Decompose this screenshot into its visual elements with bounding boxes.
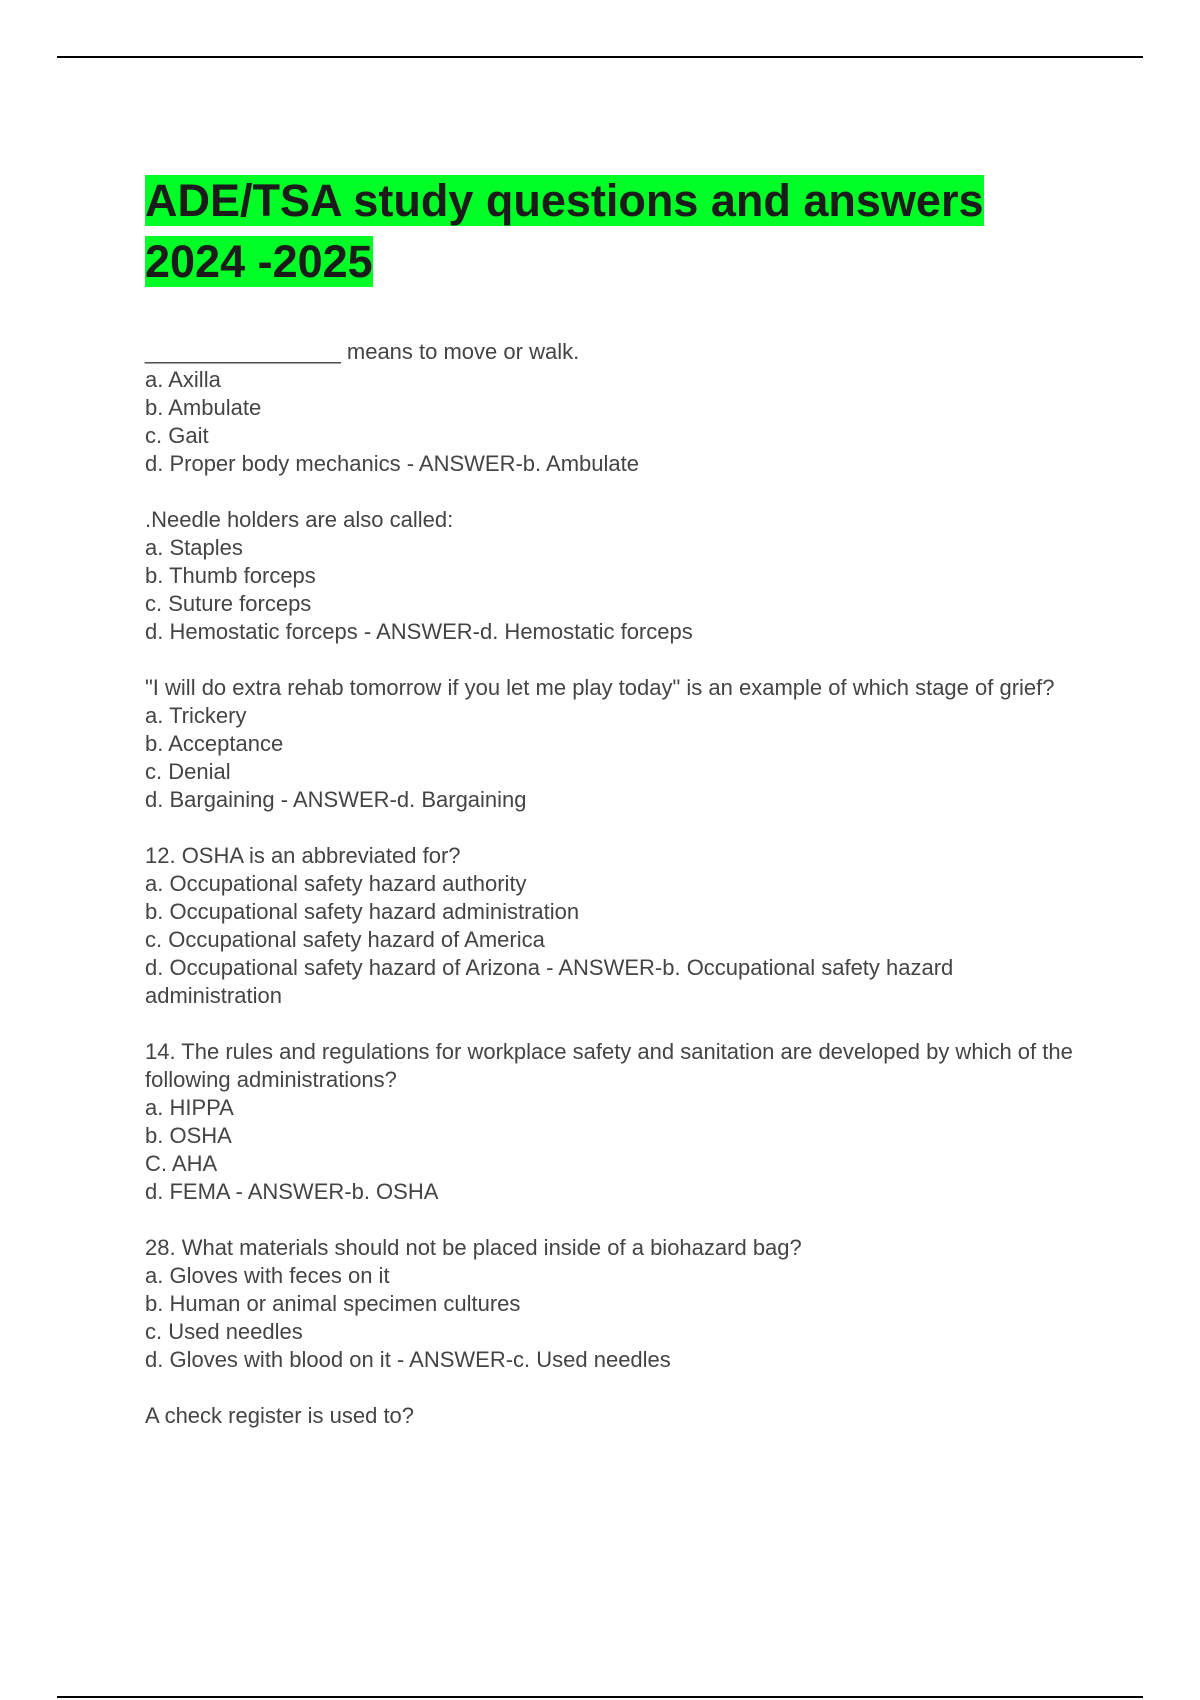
title-highlight: ADE/TSA study questions and answers 2024 -2025 [145, 175, 984, 287]
question-text: 12. OSHA is an abbreviated for? [145, 843, 461, 868]
answer-option: b. Acceptance [145, 731, 284, 756]
answer-option: d. Bargaining - ANSWER-d. Bargaining [145, 787, 527, 812]
answer-option: b. Human or animal specimen cultures [145, 1291, 521, 1316]
answer-option: c. Used needles [145, 1319, 303, 1344]
document-title [145, 170, 1090, 292]
answer-option: a. HIPPA [145, 1095, 234, 1120]
answer-option: d. Hemostatic forceps - ANSWER-d. Hemostatic forceps [145, 619, 693, 644]
question-text: "I will do extra rehab tomorrow if you let me play today" is an example of which stage of grief? [145, 675, 1055, 700]
answer-option: a. Staples [145, 535, 243, 560]
footer-rule [57, 1696, 1143, 1698]
answer-option: b. Ambulate [145, 395, 262, 420]
question-block [145, 1234, 1090, 1374]
answer-option: d. Gloves with blood on it - ANSWER-c. Used needles [145, 1347, 671, 1372]
answer-option: a. Trickery [145, 703, 247, 728]
question-text: ________________ means to move or walk. [145, 339, 580, 364]
answer-option: C. AHA [145, 1151, 218, 1176]
document-body [145, 170, 1090, 1458]
answer-option: b. Occupational safety hazard administration [145, 899, 580, 924]
answer-option: b. Thumb forceps [145, 563, 316, 588]
answer-option: c. Occupational safety hazard of America [145, 927, 545, 952]
answer-option: d. FEMA - ANSWER-b. OSHA [145, 1179, 439, 1204]
question-block [145, 338, 1090, 478]
answer-option: d. Proper body mechanics - ANSWER-b. Ambulate [145, 451, 639, 476]
question-block [145, 1038, 1090, 1206]
answer-option: c. Denial [145, 759, 231, 784]
answer-option: c. Suture forceps [145, 591, 312, 616]
question-text: 14. The rules and regulations for workplace safety and sanitation are developed by which of the following administrations? [145, 1039, 1073, 1092]
question-text: 28. What materials should not be placed inside of a biohazard bag? [145, 1235, 802, 1260]
question-text: .Needle holders are also called: [145, 507, 454, 532]
question-block [145, 506, 1090, 646]
question-list [145, 338, 1090, 1430]
answer-option: a. Axilla [145, 367, 221, 392]
answer-option: a. Occupational safety hazard authority [145, 871, 527, 896]
answer-option: a. Gloves with feces on it [145, 1263, 390, 1288]
question-block [145, 1402, 1090, 1430]
question-block [145, 674, 1090, 814]
answer-option: c. Gait [145, 423, 209, 448]
question-block [145, 842, 1090, 1010]
question-text: A check register is used to? [145, 1403, 415, 1428]
answer-option: d. Occupational safety hazard of Arizona - ANSWER-b. Occupational safety hazard administration [145, 955, 954, 1008]
header-rule [57, 56, 1143, 58]
answer-option: b. OSHA [145, 1123, 232, 1148]
